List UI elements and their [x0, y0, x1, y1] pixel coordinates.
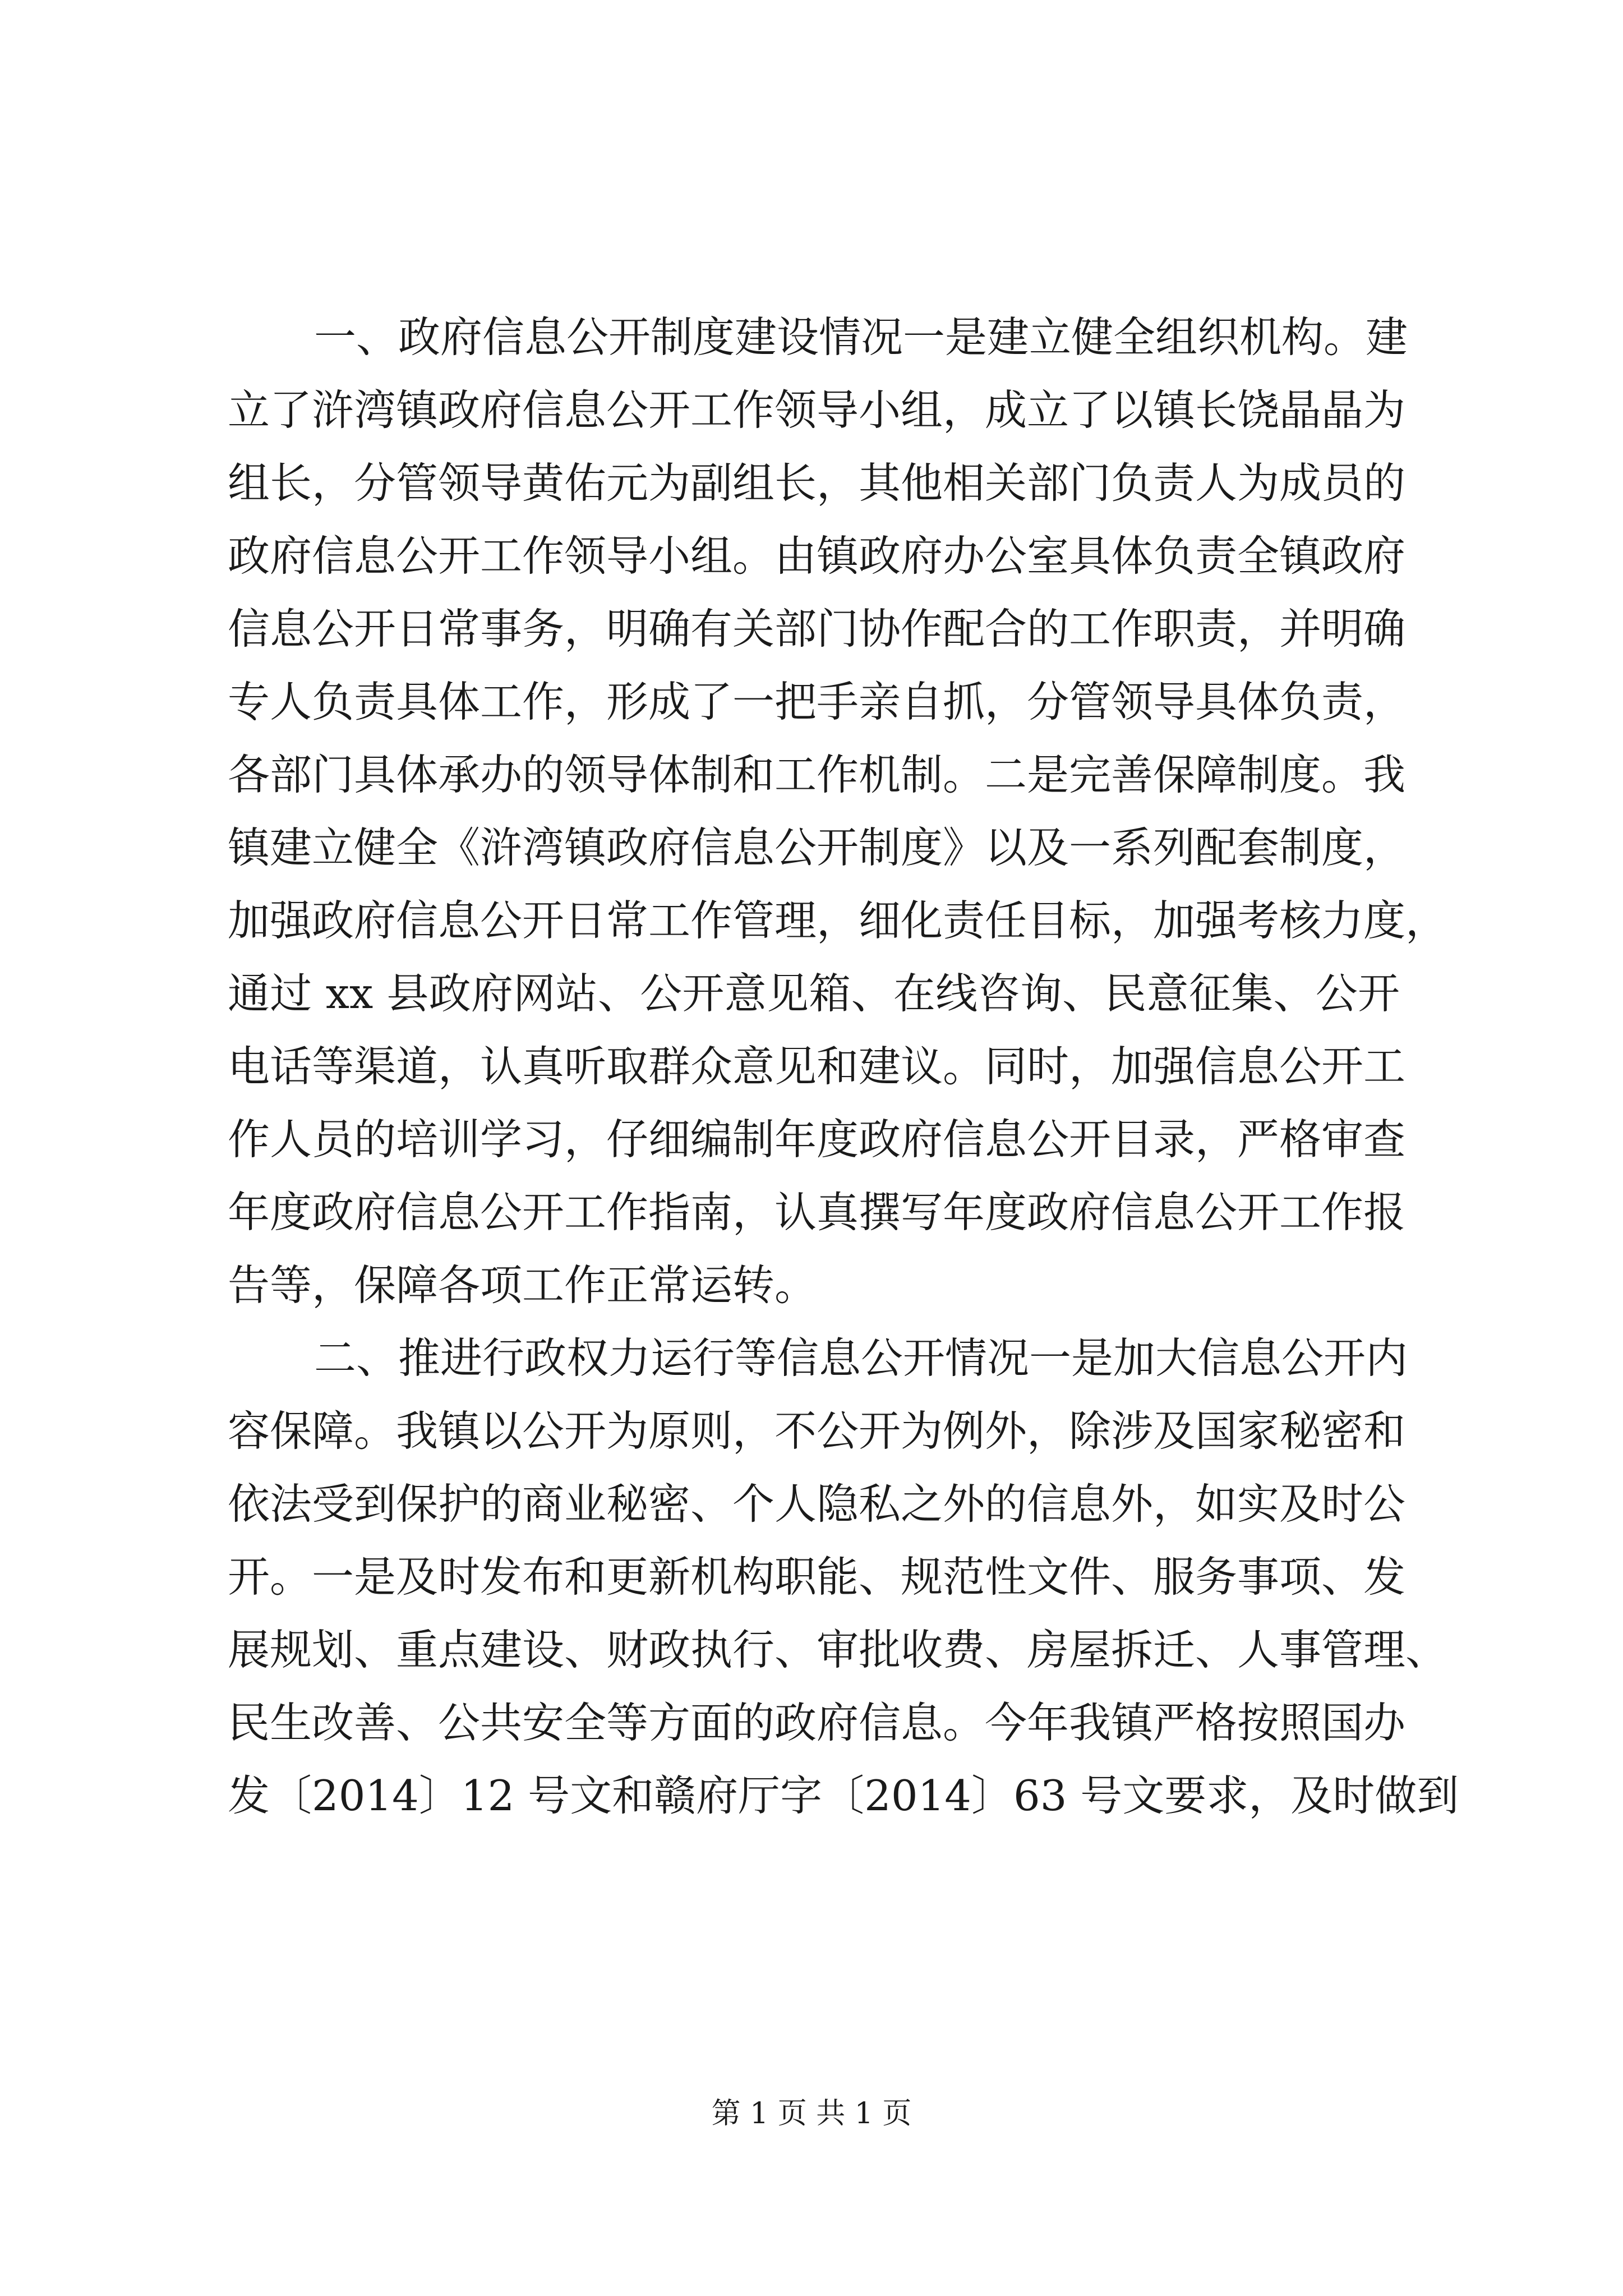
paragraph-1-line-13: 年度政府信息公开工作指南，认真撰写年度政府信息公开工作报	[228, 1188, 1406, 1237]
paragraph-2-line-5: 展规划、重点建设、财政执行、审批收费、房屋拆迁、人事管理、	[228, 1625, 1448, 1674]
paragraph-1-line-14: 告等，保障各项工作正常运转。	[228, 1260, 817, 1310]
paragraph-2-line-1: 二、推进行政权力运行等信息公开情况一是加大信息公开内	[314, 1333, 1408, 1383]
paragraph-1-line-3: 组长，分管领导黄佑元为副组长，其他相关部门负责人为成员的	[228, 458, 1406, 508]
paragraph-1-line-4: 政府信息公开工作领导小组。由镇政府办公室具体负责全镇政府	[228, 531, 1406, 581]
paragraph-2-line-4: 开。一是及时发布和更新机构职能、规范性文件、服务事项、发	[228, 1552, 1406, 1602]
paragraph-2-line-3: 依法受到保护的商业秘密、个人隐私之外的信息外，如实及时公	[228, 1479, 1406, 1529]
paragraph-2-line-6: 民生改善、公共安全等方面的政府信息。今年我镇严格按照国办	[228, 1698, 1406, 1747]
paragraph-1-line-1: 一、政府信息公开制度建设情况一是建立健全组织机构。建	[314, 312, 1408, 362]
paragraph-2-line-7: 发〔2014〕12 号文和赣府厅字〔2014〕63 号文要求，及时做到	[228, 1771, 1459, 1820]
paragraph-1-line-11: 电话等渠道，认真听取群众意见和建议。同时，加强信息公开工	[228, 1042, 1406, 1091]
paragraph-1-line-5: 信息公开日常事务，明确有关部门协作配合的工作职责，并明确	[228, 604, 1406, 654]
paragraph-1-line-7: 各部门具体承办的领导体制和工作机制。二是完善保障制度。我	[228, 750, 1406, 799]
paragraph-2-line-2: 容保障。我镇以公开为原则，不公开为例外，除涉及国家秘密和	[228, 1406, 1406, 1456]
page-number-footer: 第 1 页 共 1 页	[711, 2097, 912, 2131]
paragraph-1-line-6: 专人负责具体工作，形成了一把手亲自抓，分管领导具体负责，	[228, 677, 1406, 726]
paragraph-1-line-10: 通过 xx 县政府网站、公开意见箱、在线咨询、民意征集、公开	[228, 969, 1400, 1018]
paragraph-1-line-8: 镇建立健全《浒湾镇政府信息公开制度》以及一系列配套制度，	[228, 823, 1406, 872]
paragraph-1-line-9: 加强政府信息公开日常工作管理，细化责任目标，加强考核力度，	[228, 896, 1448, 945]
paragraph-1-line-12: 作人员的培训学习，仔细编制年度政府信息公开目录，严格审查	[228, 1115, 1406, 1164]
paragraph-1-line-2: 立了浒湾镇政府信息公开工作领导小组，成立了以镇长饶晶晶为	[228, 385, 1406, 435]
